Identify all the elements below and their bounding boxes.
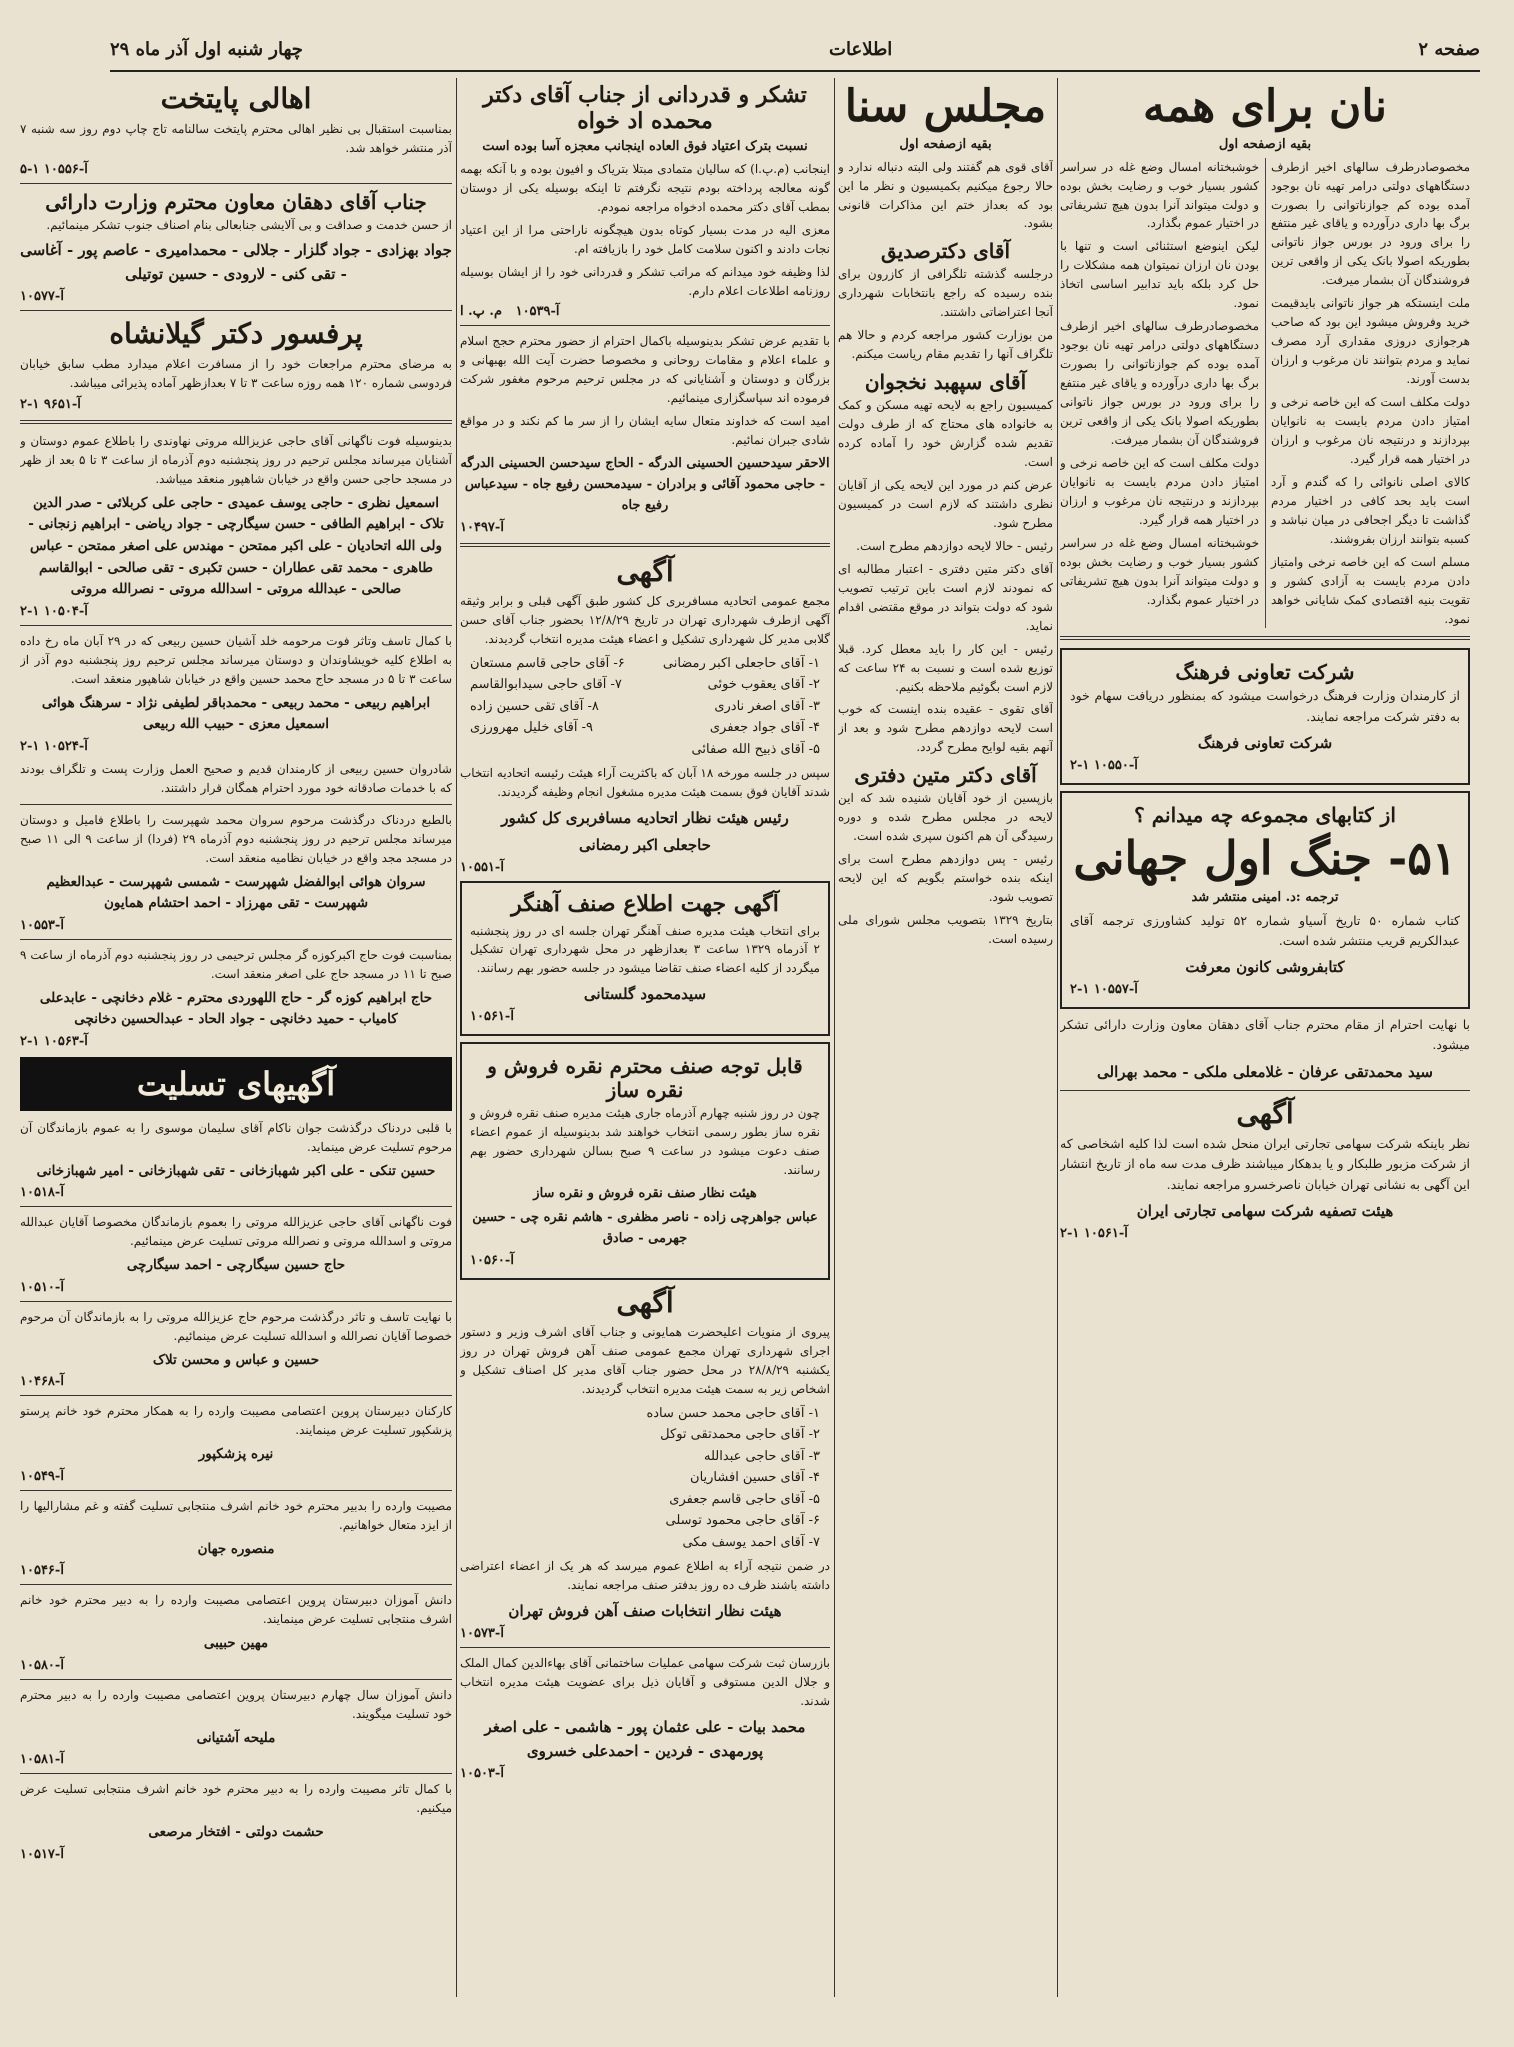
ad-code: آ-۱۰۵۵۰ ۱-۲ xyxy=(1070,757,1138,773)
member-name: ۴- آقای جواد جعفری xyxy=(709,720,820,736)
article-paragraph: بازپسین از خود آقایان شنیده شد که این لایحه در مجلس مطرح شده و دوره رسیدگی آن هم اکنون سپری شده است. xyxy=(838,791,1053,844)
condolence-names: سروان هوائی ابوالفضل شهپرست - شمسی شهپرست - عبدالعظیم شهپرست - تقی مهرزاد - احمد احتشام همایون xyxy=(46,873,426,912)
column-rule xyxy=(1057,78,1058,1997)
member-name: ۵- آقای ذبیح الله صفائی xyxy=(691,741,820,757)
column-notices-middle xyxy=(460,78,830,1997)
issue-date: چهار شنبه اول آذر ماه ۲۹ xyxy=(110,38,303,60)
thanks-paragraph: اینجانب (م.پ.ا) که سالیان متمادی مبتلا بتریاک و افیون بوده و با آنکه بهمه گونه معالجه پرداخته بودم نتیجه نگرفتم تا اینکه بوسیله یکی از دوستان بمطب آقای دکتر محمده ادخواه مراجعه نمودم. xyxy=(460,161,830,214)
condolence-names: منصوره جهان xyxy=(197,1540,275,1557)
article-paragraph: لیکن اینوضع استثنائی است و تنها با بودن نان ارزان نمیتوان همه مشکلات را حل کرد بلکه باید تدابیر اساسی اتخاذ نمود. xyxy=(1060,239,1259,311)
ad-silversmiths xyxy=(460,1042,830,1279)
ad-names: محمد بیات - علی عثمان پور - هاشمی - علی اصغر پورمهدی - فردین - احمدعلی خسروی xyxy=(484,1717,806,1760)
divider xyxy=(20,310,452,311)
thanks-paragraph: معزی الیه در مدت بسیار کوتاه بدون هیچگونه ناراحتی مرا از این اعتیاد نجات دادند و اکنون سلامت کامل خود را بازیافته ام. xyxy=(460,222,830,256)
ad-signature: هیئت نظار انتخابات صنف آهن فروش تهران xyxy=(508,1601,782,1620)
condolence-section-banner: آگهیهای تسلیت xyxy=(20,1057,452,1111)
divider xyxy=(1060,1090,1470,1091)
ad-body: برای انتخاب هیئت مدیره صنف آهنگر تهران جلسه ای در روز پنجشنبه ۲ آذرماه ۱۳۲۹ ساعت ۳ بعدازظهر در محل شهرداری تهران تشکیل میگردد از کلیه اعضاء صنف تقاضا میشود در جلسه حضور بهم رسانند. xyxy=(470,923,820,976)
thanks-line: با نهایت احترام از مقام محترم جناب آقای دهقان معاون وزارت دارائی تشکر میشود. xyxy=(1060,1017,1470,1053)
ad-code: آ-۱۰۵۸۱ xyxy=(20,1752,64,1768)
member-name: ۸- آقای تقی حسین زاده xyxy=(470,698,599,714)
ad-code: آ-۱۰۴۶۸ xyxy=(20,1374,64,1390)
condolence-names: حاج حسین سیگارچی - احمد سیگارچی xyxy=(126,1257,346,1274)
condolence-body: بدینوسیله فوت ناگهانی آقای حاجی عزیزالله مروتی نهاوندی را باطلاع عموم دوستان و آشنایان میرساند مجلس ترحیم در روز پنجشنبه دوم آذرماه از ساعت ۳ تا ۵ بعد از ظهر در مسجد حاجی حسن واقع در خیابان شاهپور منعقد میباشد. xyxy=(20,433,452,486)
member-row xyxy=(470,739,820,760)
column-senate xyxy=(838,78,1053,1997)
ad-body: چون در روز شنبه چهارم آذرماه جاری هیئت مدیره صنف نقره فروش و نقره ساز بطور رسمی انتخاب خواهند شد بدینوسیله از عموم اعضاء صنف دعوت میشود در ساعت ۹ صبح بسالن شهرداری حضور بهم رسانند. xyxy=(470,1106,820,1178)
article-paragraph: درجلسه گذشته تلگرافی از کازرون برای بنده رسیده که راجع بانتخابات شهرداری آنجا اعتراضاتی داشتند. xyxy=(838,267,1053,320)
ad-names: عباس جواهرچی زاده - ناصر مظفری - هاشم نقره چی - حسین جهرمی - صادق xyxy=(472,1209,818,1246)
condolence-names: حشمت دولتی - افتخار مرصعی xyxy=(148,1824,324,1841)
ad-code: آ-۹۶۵۱ ۱-۲ xyxy=(20,396,81,412)
ad-code: آ-۱۰۵۱۸ xyxy=(20,1185,64,1201)
member-row xyxy=(470,717,820,738)
ad-code: آ-۱۰۵۰۴ ۱-۲ xyxy=(20,603,88,619)
column-condolences xyxy=(20,78,452,1997)
ad-title: آگهی جهت اطلاع صنف آهنگر xyxy=(511,891,779,918)
thanks-title: تشکر و قدردانی از جناب آقای دکتر محمده اد خواه xyxy=(483,82,807,135)
member-list xyxy=(470,1403,820,1553)
ad-code: آ-۱۰۵۱۷ xyxy=(20,1846,64,1862)
ad-signature: حاجعلی اکبر رمضانی xyxy=(579,836,711,855)
member-name: ۹- آقای خلیل مهرورزی xyxy=(470,720,593,736)
member-row: ۲- آقای حاجی محمدتقی توکل xyxy=(660,1427,820,1443)
condolence-body: دانش آموزان سال چهارم دبیرستان پروین اعتصامی مصیبت وارده را به دبیر محترم خود تسلیت میگویند. xyxy=(20,1687,452,1721)
thanks-names: سید محمدتقی عرفان - غلامعلی ملکی - محمد بهرالی xyxy=(1097,1062,1433,1081)
condolence-body: با قلبی دردناک درگذشت جوان ناکام آقای سلیمان موسوی را به عموم بازماندگان آن مرحوم تسلیت عرض مینماید. xyxy=(20,1120,452,1154)
condolence-names: اسمعیل نظری - حاجی یوسف عمیدی - حاجی علی کربلائی - صدر الدین تلاک - ابراهیم الطافی - حسن سیگارچی - جواد ریاضی - ابراهیم زنجانی - ولی الله اتحادیان - علی اکبر ممتحن - مهندس علی اصغر ممتحن - عباس طاهری - محمد تقی عطاران - حسن تکبری - تقی صالحی - ابوالقاسم صالحی - عبدالله مروتی - اسدالله مروتی - نصرالله مروتی xyxy=(28,494,444,598)
divider xyxy=(20,939,452,940)
condolence-names: ابراهیم ربیعی - محمد ربیعی - محمدباقر لطیفی نژاد - سرهنگ هوائی اسمعیل معزی - حبیب الله ربیعی xyxy=(41,694,431,733)
ad-title: آگهی xyxy=(1236,1096,1294,1130)
divider xyxy=(460,325,830,326)
article-paragraph: آقای قوی هم گفتند ولی البته دنباله ندارد و حالا رجوع میکنیم بکمیسیون و نظر ما این بود که بعداز ختم این مذاکرات قانونی بشود. xyxy=(838,159,1053,231)
ad-body: پیروی از منویات اعلیحضرت همایونی و جناب آقای اشرف وزیر و دستور اجرای شهرداری تهران مجمع عمومی صنف آهن فروش تهران در روز یکشنبه ۲۸/۸/۲۹ در محل حضور جناب آقای مدیر کل اصناف تشکیل و اشخاص زیر به سمت هیئت مدیره انتخاب گردیدند. xyxy=(460,1325,830,1397)
divider xyxy=(20,1301,452,1302)
member-name: ۲- آقای یعقوب خوئی xyxy=(707,677,820,693)
condolence-body: با کمال تاثر مصیبت وارده را به دبیر محترم خود خانم اشرف منتجابی تسلیت عرض میکنیم. xyxy=(20,1782,452,1816)
book-ad xyxy=(1060,791,1470,1009)
divider xyxy=(20,1584,452,1585)
condolence-body: دانش آموزان دبیرستان پروین اعتصامی مصیبت وارده را به دبیر محترم خود خانم اشرف منتجابی تسلیت عرض مینمایند. xyxy=(20,1593,452,1627)
member-name: ۷- آقای حاجی سیدابوالقاسم xyxy=(470,677,622,693)
condolence-body: بمناسبت فوت حاج اکبرکوزه گر مجلس ترحیمی در روز پنجشنبه دوم آذرماه از ساعت ۹ صبح تا ۱۱ در مسجد حاج علی اصغر منعقد است. xyxy=(20,947,452,981)
article-continuation: بقیه ازصفحه اول xyxy=(899,136,992,152)
article-paragraph: خوشبختانه امسال وضع غله در سراسر کشور بسیار خوب و رضایت بخش بوده و دولت میتواند آنرا بدون هیچ تشریفاتی در اختیار عموم بگذارد. xyxy=(1060,159,1259,231)
section-divider xyxy=(1060,636,1470,640)
condolence-thanks: با تقدیم عرض تشکر بدینوسیله باکمال احترام از حضور محترم حجج اسلام و علماء اعلام و مقامات روحانی و مخصوصا حضرت آیت الله بهبهانی و بزرگان و دوستان و آشنایانی که در مجلس ترحیم مرحوم مغفور شرکت فرموده اند سپاسگزاری مینمائیم. xyxy=(460,334,830,406)
divider xyxy=(20,625,452,626)
ad-title: قابل توجه صنف محترم نقره فروش و نقره ساز xyxy=(487,1054,803,1103)
ad-body: سپس در جلسه مورخه ۱۸ آبان که باکثریت آراء هیئت رئیسه اتحادیه انتخاب شدند آقایان فوق بسمت هیئت مدیره مشغول انجام وظیفه گردیدند. xyxy=(460,766,830,800)
member-list xyxy=(470,653,820,760)
article-paragraph: عرض کنم در مورد این لایحه یکی از آقایان نظری داشتند که لازم است در کمیسیون مطرح شود. xyxy=(838,477,1053,530)
article-paragraph: مخصوصادرطرف سالهای اخیر ازطرف دستگاههای دولتی درامر تهیه نان بوجود آمده بوده کم جوازناتوانی را بصورت برگ بها داری درآورده و یاقای غیر منتفع را برای ورود در بورس جواز ناتوانی بطوریکه اصولا بانک یکی از واقعی ترین فروشندگان آن بشمار میرفت. xyxy=(1271,159,1470,288)
ad-signature: سیدمحمود گلستانی xyxy=(583,985,707,1004)
member-row: ۵- آقای حاجی قاسم جعفری xyxy=(669,1491,820,1507)
ad-body: بازرسان ثبت شرکت سهامی عملیات ساختمانی آقای بهاءالدین کمال الملک و جلال الدین مستوفی و آقایان ذیل برای عضویت هیئت مدیره انتخاب شدند. xyxy=(460,1655,830,1708)
member-row: ۳- آقای حاجی عبدالله xyxy=(704,1448,820,1464)
ad-code: آ-۱۰۵۲۴ ۱-۲ xyxy=(20,738,88,754)
divider xyxy=(460,543,830,547)
member-row xyxy=(470,674,820,695)
ad-code: آ-۱۰۵۵۳ xyxy=(20,917,64,933)
thanks-signatories: الاحقر سیدحسین الحسینی الدرگه - الحاج سیدحسن الحسینی الدرگه - حاجی محمود آقائی و برادران - سیدمحسن رفیع جاه - سیدعباس رفیع جاه xyxy=(460,456,830,513)
ad-code: آ-۱۰۵۶۱ ۱-۲ xyxy=(1060,1225,1128,1241)
ad-title: جناب آقای دهقان معاون محترم وزارت دارائی xyxy=(45,189,427,214)
article-paragraph: دولت مکلف است که این خاصه نرخی و امتیاز دادن مردم بایست به نانوایان بپردازند و درنتیجه نان مرغوب و ارزان در اختیار همه قرار گیرد. xyxy=(1060,455,1259,527)
ad-code: آ-۱۰۵۸۰ xyxy=(20,1657,64,1673)
speaker-heading: آقای سپهبد نخجوان xyxy=(864,370,1027,395)
ad-code: آ-۱۰۵۷۳ xyxy=(460,1625,504,1641)
speaker-heading: آقای دکترصدیق xyxy=(880,239,1011,264)
article-paragraph: بتاریخ ۱۳۲۹ بتصویب مجلس شورای ملی رسیده است. xyxy=(838,913,1053,946)
notice-title: شرکت تعاونی فرهنگ xyxy=(1175,660,1355,685)
book-title: ۵۱- جنگ اول جهانی xyxy=(1073,830,1457,885)
speaker-heading: آقای دکتر متین دفتری xyxy=(854,763,1037,788)
condolence-names: مهین حبیبی xyxy=(203,1635,269,1652)
divider xyxy=(20,1206,452,1207)
condolence-body: کارکنان دبیرستان پروین اعتصامی مصیبت وارده را به همکار محترم خود خانم پرستو پزشکپور تسلیت عرض مینمایند. xyxy=(20,1404,452,1438)
condolence-names: حسین تنکی - علی اکبر شهبازخانی - تقی شهبازخانی - امیر شهبازخانی xyxy=(36,1162,436,1179)
ad-body: در ضمن نتیجه آراء به اطلاع عموم میرسد که هر یک از اعضاء اعتراضی داشته باشند ظرف ده روز بدفتر صنف مراجعه نمایند. xyxy=(460,1559,830,1592)
condolence-thanks: امید است که خداوند متعال سایه ایشان را از سر ما کم نکند و در مواقع شادی جبران نمائیم. xyxy=(460,414,830,448)
condolence-names: حسین و عباس و محسن تلاک xyxy=(152,1351,320,1368)
condolence-body: با نهایت تاسف و تاثر درگذشت مرحوم حاج عزیزالله مروتی را به بازماندگان آن مرحوم خصوصا آقایان نصرالله و اسدالله تسلیت عرض مینمائیم. xyxy=(20,1309,452,1343)
divider xyxy=(20,804,452,805)
ad-signature: هیئت نظار صنف نقره فروش و نقره ساز xyxy=(533,1186,757,1202)
member-name: ۱- آقای حاجعلی اکبر رمضانی xyxy=(662,656,820,672)
ad-code: آ-۱۰۵۶۰ xyxy=(470,1252,514,1268)
ad-title: اهالی پایتخت xyxy=(160,82,312,115)
ad-signature: رئیس هیئت نظار اتحادیه مسافربری کل کشور xyxy=(501,809,789,828)
article-paragraph: خوشبختانه امسال وضع غله در سراسر کشور بسیار خوب و رضایت بخش بوده و دولت میتواند آنرا بدون هیچ تشریفاتی در اختیار عموم بگذارد. xyxy=(1060,535,1259,607)
notice-cooperative xyxy=(1060,648,1470,785)
article-title: نان برای همه xyxy=(1142,81,1388,132)
divider xyxy=(20,420,452,424)
book-series: از کتابهای مجموعه چه میدانم ؟ xyxy=(1134,802,1396,827)
ad-code: آ-۱۰۵۴۶ xyxy=(20,1563,64,1579)
divider xyxy=(20,1679,452,1680)
column-bread-for-all xyxy=(1060,78,1470,1997)
article-paragraph: مخصوصادرطرف سالهای اخیر ازطرف دستگاههای دولتی درامر تهیه نان بوجود آمده بوده کم جوازناتوانی را بصورت برگ بها داری درآورده و یاقای غیر منتفع را برای ورود در بورس جواز ناتوانی بطوریکه اصولا بانک یکی از واقعی ترین فروشندگان آن بشمار میرفت. xyxy=(1060,319,1259,447)
condolence-body: مصیبت وارده را بدبیر محترم خود خانم اشرف منتجابی تسلیت گفته و غم مشارالیها را از ایزد متعال خواهانیم. xyxy=(20,1498,452,1532)
article-paragraph: رئیس - حالا لایحه دوازدهم مطرح است. xyxy=(856,538,1053,553)
article-paragraph: آقای تقوی - عقیده بنده اینست که خوب است لایحه دوازدهم مطرح شود و بعد از آنهم بقیه لوایح مطرح گردد. xyxy=(838,702,1053,755)
ad-body: نظر باینکه شرکت سهامی تجارتی ایران منحل شده است لذا کلیه اشخاصی که از شرکت مزبور طلبکار و یا بدهکار میباشند ظرف مدت سه ماه از تاریخ انتشار این آگهی به نشانی تهران خیابان ناصرخسرو مراجعه نمایند. xyxy=(1060,1136,1470,1192)
ad-code: آ-۱۰۵۱۰ xyxy=(20,1279,64,1295)
article-paragraph: مسلم است که این خاصه نرخی وامتیاز دادن مردم بایست به آزادی کشور و تقویت بنیه اقتصادی کمک شایانی خواهد نمود. xyxy=(1271,554,1470,626)
ad-code: آ-۱۰۵۷۷ xyxy=(20,289,64,305)
condolence-body: شادروان حسین ربیعی از کارمندان قدیم و صحیح العمل وزارت پست و تلگراف بودند که با خدمات صادقانه خود مورد احترام همگان قرار داشتند. xyxy=(20,761,452,795)
ad-code: آ-۱۰۵۶۳ ۱-۲ xyxy=(20,1033,88,1049)
condolence-body: با کمال تاسف وتاثر فوت مرحومه خلد آشیان حسین ربیعی که در ۲۹ آبان ماه رخ داده به اطلاع کلیه خویشاوندان و دوستان میرساند مجلس ترحیم روز پنجشنبه دوم آذر از ساعت ۳ تا ۵ در مسجد حاج محمد حسین واقع در خیابان شاهپور منعقد است. xyxy=(20,633,452,686)
column-rule xyxy=(456,78,457,1997)
thanks-paragraph: لذا وظیفه خود میدانم که مراتب تشکر و قدردانی خود را از ایشان بوسیله روزنامه اطلاعات اعلام دارم. xyxy=(460,264,830,298)
member-row: ۶- آقای حاجی محمود توسلی xyxy=(665,1513,820,1529)
divider xyxy=(20,183,452,184)
ad-title: آگهی xyxy=(616,1285,674,1319)
page-number: صفحه ۲ xyxy=(1418,38,1480,60)
article-paragraph: رئیس - پس دوازدهم مطرح است برای اینکه بنده خواستم بگویم که این لایحه تصویب شود. xyxy=(838,852,1053,905)
member-row xyxy=(470,653,820,674)
article-paragraph: کالای اصلی نانوائی را که گندم و آرد است باید بحد کافی در اختیار مردم گذاشت تا دیگر اجحافی در میان نباشد و کسبه بتوانند ارزان بفروشند. xyxy=(1271,474,1470,546)
masthead xyxy=(110,28,1480,72)
ad-code: آ-۱۰۵۵۷ ۱-۲ xyxy=(1070,982,1138,998)
ad-signature: هیئت تصفیه شرکت سهامی تجارتی ایران xyxy=(1136,1201,1394,1220)
ad-body: از حسن خدمت و صداقت و بی آلایشی جنابعالی بنام اصناف جنوب تشکر مینمائیم. xyxy=(46,217,452,232)
book-description: کتاب شماره ۵۰ تاریخ آسیاو شماره ۵۲ تولید کشاورزی ترجمه آقای عبدالکریم قریب منتشر شده است. xyxy=(1070,912,1460,948)
ad-code: آ-۱۰۵۵۶ ۱-۵ xyxy=(20,161,88,177)
article-paragraph: من بوزارت کشور مراجعه کردم و حالا هم تلگراف آنها را تقدیم مقام ریاست میکنم. xyxy=(838,328,1053,362)
condolence-names: حاج ابراهیم کوزه گر - حاج اللهوردی محترم - غلام دخانچی - عابدعلی کامیاب - حمید دخانچی - جواد الحاد - عبدالحسین دخانچی xyxy=(39,989,433,1028)
ad-body: بمناسبت استقبال بی نظیر اهالی محترم پایتخت سالنامه تاج چاپ دوم روز سه شنبه ۷ آذر منتشر خواهد شد. xyxy=(20,121,452,155)
article-paragraph: ملت اینستکه هر جواز ناتوانی بایدقیمت خرید وفروش میشود این بود که صاحب هرجوازی دروزی مقداری آرد مصرف نماید و مردم بتوانند نان مرغوب و ارزان بدست آورند. xyxy=(1271,296,1470,387)
article-paragraph: کمیسیون راجع به لایحه تهیه مسکن و کمک به خانواده های محتاج که از طرف دولت تقدیم شده گزارش خود را آماده کرده است. xyxy=(838,398,1053,470)
ad-body: به مرضای محترم مراجعات خود را از مسافرت اعلام میدارد مطب سابق خیابان فردوسی شماره ۱۲۰ همه روزه ساعت ۳ تا ۷ بعدازظهر آماده پذیرائی میباشد. xyxy=(20,357,452,390)
member-row: ۴- آقای حسین افشاریان xyxy=(690,1470,820,1486)
ad-code: آ-۱۰۵۶۱ xyxy=(470,1009,514,1025)
article-paragraph: دولت مکلف است که این خاصه نرخی و امتیاز دادن مردم بایست به نانوایان بپردازند و درنتیجه نان مرغوب و ارزان در اختیار همه قرار گیرد. xyxy=(1271,395,1470,466)
condolence-names: نیره پزشکپور xyxy=(198,1446,274,1463)
condolence-body: فوت ناگهانی آقای حاجی عزیزالله مروتی را بعموم بازماندگان مخصوصا آقایان عبدالله مروتی و اسدالله مروتی و نصرالله مروتی تسلیت عرض مینمائیم. xyxy=(20,1215,452,1249)
condolence-body: بالطبع دردناک درگذشت مرحوم سروان محمد شهپرست را باطلاع فامیل و دوستان میرساند مجلس ترحیم در روز پنجشنبه دوم آذرماه ۲۹ (فردا) از ساعت ۹ الی ۱۱ صبح در مسجد مجد واقع در خیابان نظامیه منعقد است. xyxy=(20,812,452,865)
article-paragraph: رئیس - این کار را باید معطل کرد. قبلا توزیع شده است و نسبت به ۲۴ ساعت که لازم است بگوئیم ملاحظه بکنیم. xyxy=(838,641,1053,694)
thanks-lead: نسبت بترک اعتیاد فوق العاده اینجانب معجزه آسا بوده است xyxy=(482,138,808,154)
divider xyxy=(20,1395,452,1396)
member-row: ۷- آقای احمد یوسف مکی xyxy=(682,1534,820,1550)
divider xyxy=(460,1647,830,1648)
divider xyxy=(20,1490,452,1491)
ad-blacksmiths xyxy=(460,881,830,1036)
book-translator: ترجمه :د. امینی منتشر شد xyxy=(1191,889,1339,905)
newspaper-name: اطلاعات xyxy=(829,38,893,60)
ad-title: آگهی xyxy=(616,554,674,588)
book-publisher: کتابفروشی کانون معرفت xyxy=(1185,958,1345,977)
notice-body: از کارمندان وزارت فرهنگ درخواست میشود که بمنظور دریافت سهام خود به دفتر شرکت مراجعه نمایند. xyxy=(1070,688,1460,724)
member-name: ۳- آقای اصغر نادری xyxy=(714,698,820,714)
member-name: ۶- آقای حاجی قاسم مستعان xyxy=(470,656,625,672)
ad-code: آ-۱۰۵۵۱ xyxy=(460,860,504,876)
article-title: مجلس سنا xyxy=(844,81,1047,132)
article-continuation: بقیه ازصفحه اول xyxy=(1218,136,1312,152)
condolence-names: ملیحه آشتیانی xyxy=(196,1729,276,1746)
notice-signature: شرکت تعاونی فرهنگ xyxy=(1197,733,1333,752)
ad-body: مجمع عمومی اتحادیه مسافربری کل کشور طبق آگهی قبلی و برابر وثیقه آگهی ازطرف شهرداری تهران در تاریخ ۱۲/۸/۲۹ بحضور جناب آقای حسن گلابی مدیر کل شهرداری تشکیل و اعضاء هیئت مدیره انتخاب گردیدند. xyxy=(460,594,830,647)
member-row: ۱- آقای حاجی محمد حسن ساده xyxy=(646,1405,820,1421)
column-rule xyxy=(834,78,835,1997)
ad-code: آ-۱۰۵۰۳ xyxy=(460,1765,504,1781)
ad-code: آ-۱۰۴۹۷ xyxy=(460,519,504,535)
ad-code: آ-۱۰۵۴۹ xyxy=(20,1468,64,1484)
article-paragraph: آقای دکتر متین دفتری - اعتبار مطالبه ای که نمودند لازم است باین ترتیب تصویب شود که دولت بتواند در موقع مقتضی اقدام نماید. xyxy=(838,561,1053,633)
ad-title: پرفسور دکتر گیلانشاه xyxy=(109,317,363,351)
member-row xyxy=(470,696,820,717)
divider xyxy=(20,1773,452,1774)
ad-names: جواد بهزادی - جواد گلزار - جلالی - محمدامیری - عاصم پور - آغاسی - تقی کنی - لارودی - حسین توتیلی xyxy=(20,241,452,284)
ad-code: آ-۱۰۵۳۹ م. پ. ا xyxy=(460,304,560,320)
